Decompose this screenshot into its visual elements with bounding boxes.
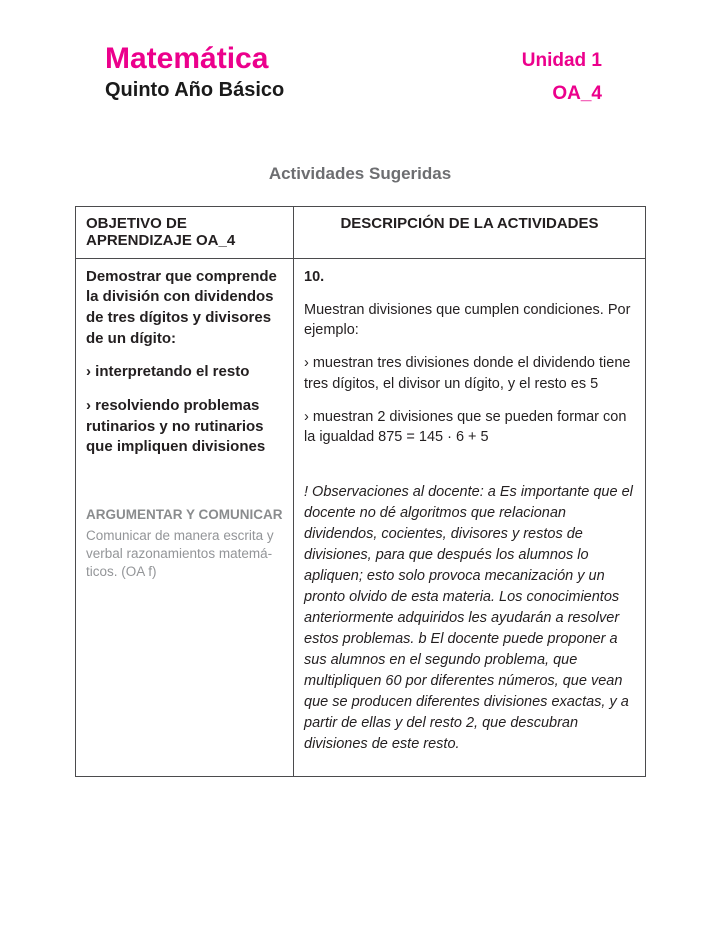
unit-label: Unidad 1 — [521, 50, 602, 71]
document-header — [0, 0, 720, 106]
header-left — [105, 42, 284, 102]
oa-label: OA_4 — [552, 82, 602, 104]
skill-block — [86, 506, 283, 581]
activity-intro: Muestran divisiones que cumplen condiciones. Por ejemplo: — [304, 301, 631, 339]
teacher-note: ! Observaciones al docente: a Es importante que el docente no dé algoritmos que relacionan dividendos, cocientes, divisores y restos de divisiones, para que después los alumnos lo apliquen; esto solo provoca mecanización y un pronto olvido de esta materia. Los conocimientos anteriormente adquiridos les ayudarán a resolver estos problemas. b El docente puede proponer a sus alumnos en el segundo problema, que multipliquen 60 por diferentes números, que vean que se producen diferentes divisiones exactas, y a partir de ellas y del resto 2, que descubran divisiones de este resto. — [304, 483, 633, 752]
objective-cell — [76, 258, 294, 776]
activities-table — [75, 206, 646, 777]
objective-bullet-1: › interpretando el resto — [86, 363, 250, 381]
subject-title: Matemática — [105, 42, 269, 75]
activity-number: 10. — [304, 268, 325, 285]
activity-cell — [294, 258, 646, 776]
activity-bullet-2: › muestran 2 divisiones que se pueden formar con la igualdad 875 = 145 · 6 + 5 — [304, 409, 627, 446]
skill-title: ARGUMENTAR Y COMUNICAR — [86, 507, 283, 523]
objective-bullet-2: › resolviendo problemas rutinarios y no rutinarios que impliquen divisiones — [86, 397, 266, 456]
table-header-row — [76, 206, 646, 258]
activity-bullet-1: › muestran tres divisiones donde el dividendo tiene tres dígitos, el divisor un dígito, y el resto es 5 — [304, 355, 631, 392]
column-header-objective: OBJETIVO DE APRENDIZAJE OA_4 — [76, 206, 294, 258]
header-right — [522, 42, 602, 106]
grade-title: Quinto Año Básico — [105, 79, 285, 101]
section-title: Actividades Sugeridas — [268, 163, 452, 183]
column-header-description: DESCRIPCIÓN DE LA ACTIVIDADES — [294, 206, 646, 258]
skill-text: Comunicar de manera escrita y verbal razonamientos matemá-ticos. (OA f) — [86, 527, 274, 580]
objective-intro: Demostrar que comprende la división con dividendos de tres dígitos y divisores de un dígito: — [86, 267, 277, 347]
table-body-row — [76, 258, 646, 776]
